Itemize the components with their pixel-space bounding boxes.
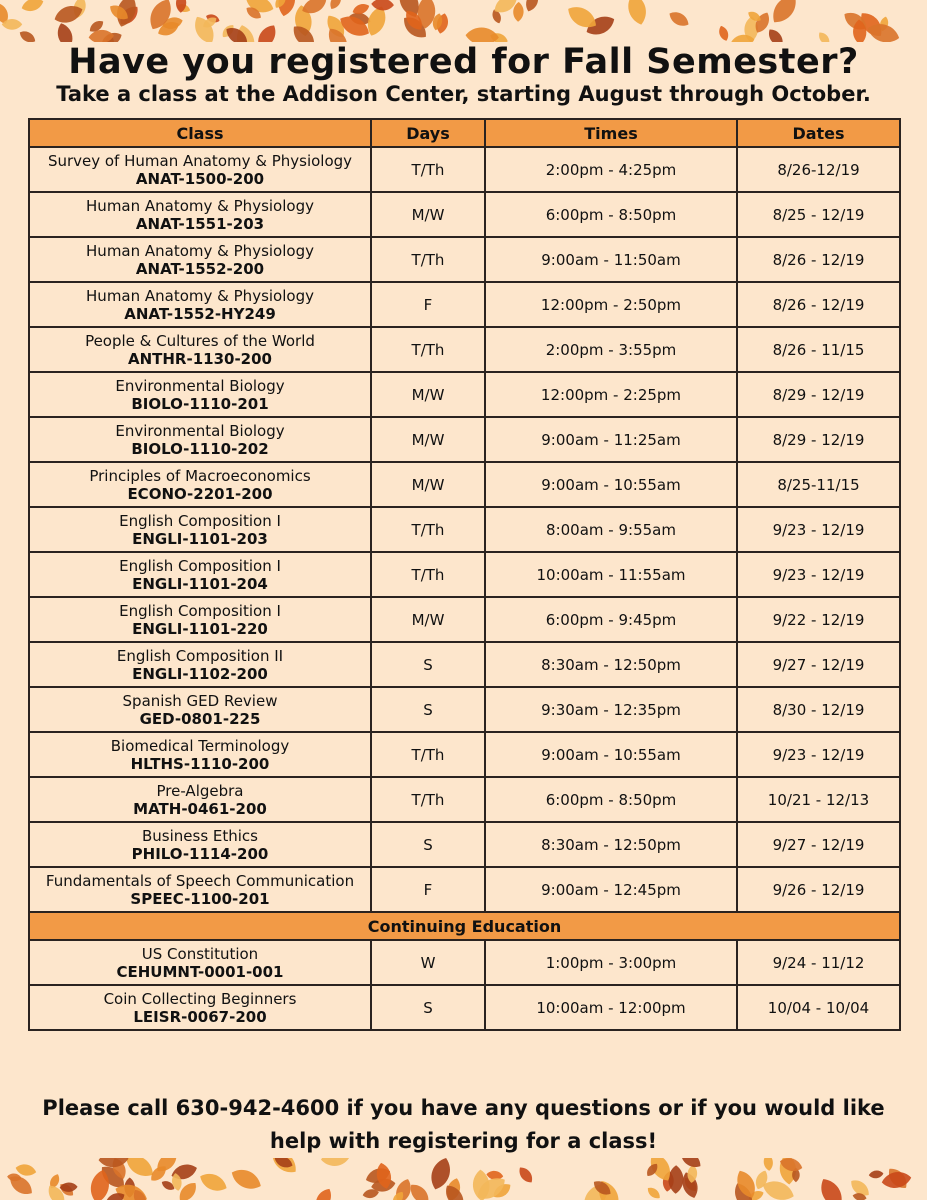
class-code: ANAT-1500-200 xyxy=(135,169,265,188)
class-name: Human Anatomy & Physiology xyxy=(86,241,314,260)
dates-cell: 8/29 - 12/19 xyxy=(737,417,900,462)
class-cell xyxy=(29,507,371,552)
table-row xyxy=(29,462,900,507)
days-cell: T/Th xyxy=(371,777,485,822)
days-cell: M/W xyxy=(371,597,485,642)
times-cell: 10:00am - 11:55am xyxy=(485,552,737,597)
class-cell xyxy=(29,822,371,867)
dates-cell: 9/27 - 12/19 xyxy=(737,642,900,687)
class-code: GED-0801-225 xyxy=(139,709,261,728)
days-cell: T/Th xyxy=(371,237,485,282)
class-name: US Constitution xyxy=(141,944,259,963)
header-days: Days xyxy=(371,119,485,147)
page-title: Have you registered for Fall Semester? xyxy=(68,42,859,82)
dates-cell: 9/26 - 12/19 xyxy=(737,867,900,912)
class-cell xyxy=(29,985,371,1030)
class-code: MATH-0461-200 xyxy=(133,799,267,818)
table-row xyxy=(29,867,900,912)
days-cell: T/Th xyxy=(371,147,485,192)
autumn-leaves-bottom-icon xyxy=(0,1158,927,1200)
class-cell xyxy=(29,732,371,777)
class-cell xyxy=(29,777,371,822)
class-cell xyxy=(29,462,371,507)
class-code: ECONO-2201-200 xyxy=(127,484,273,503)
times-cell: 9:30am - 12:35pm xyxy=(485,687,737,732)
class-code: ENGLI-1101-204 xyxy=(132,574,268,593)
class-code: ENGLI-1101-203 xyxy=(132,529,268,548)
table-row xyxy=(29,642,900,687)
class-cell xyxy=(29,687,371,732)
class-code: BIOLO-1110-202 xyxy=(131,439,269,458)
days-cell: M/W xyxy=(371,417,485,462)
class-name: Human Anatomy & Physiology xyxy=(86,196,314,215)
class-name: Principles of Macroeconomics xyxy=(89,466,311,485)
footer-line-1: Please call 630-942-4600 if you have any questions or if you would like xyxy=(42,1096,885,1120)
table-row xyxy=(29,507,900,552)
dates-cell: 9/22 - 12/19 xyxy=(737,597,900,642)
table-row xyxy=(29,822,900,867)
dates-cell: 10/21 - 12/13 xyxy=(737,777,900,822)
header-class: Class xyxy=(29,119,371,147)
continuing-education-row xyxy=(29,912,900,940)
class-name: Spanish GED Review xyxy=(122,691,278,710)
times-cell: 9:00am - 12:45pm xyxy=(485,867,737,912)
class-cell xyxy=(29,372,371,417)
dates-cell: 9/23 - 12/19 xyxy=(737,552,900,597)
section-label: Continuing Education xyxy=(29,912,900,940)
days-cell: S xyxy=(371,642,485,687)
class-name: Environmental Biology xyxy=(115,421,285,440)
times-cell: 6:00pm - 8:50pm xyxy=(485,777,737,822)
class-schedule-table xyxy=(28,118,901,1031)
days-cell: F xyxy=(371,867,485,912)
table-row xyxy=(29,417,900,462)
table-row xyxy=(29,192,900,237)
class-name: Environmental Biology xyxy=(115,376,285,395)
class-name: Survey of Human Anatomy & Physiology xyxy=(47,151,353,170)
table-header-row xyxy=(29,119,900,147)
table-row xyxy=(29,552,900,597)
class-name: Business Ethics xyxy=(141,826,258,845)
times-cell: 10:00am - 12:00pm xyxy=(485,985,737,1030)
class-name: English Composition I xyxy=(119,511,281,530)
times-cell: 9:00am - 11:25am xyxy=(485,417,737,462)
class-code: HLTHS-1110-200 xyxy=(130,754,270,773)
class-code: SPEEC-1100-201 xyxy=(130,889,270,908)
class-code: ENGLI-1101-220 xyxy=(132,619,268,638)
table-row xyxy=(29,237,900,282)
class-cell xyxy=(29,282,371,327)
footer-line-2: help with registering for a class! xyxy=(269,1129,658,1153)
dates-cell: 9/24 - 11/12 xyxy=(737,940,900,985)
times-cell: 9:00am - 11:50am xyxy=(485,237,737,282)
days-cell: M/W xyxy=(371,192,485,237)
class-cell xyxy=(29,417,371,462)
table-row xyxy=(29,327,900,372)
table-row xyxy=(29,732,900,777)
header-dates: Dates xyxy=(737,119,900,147)
autumn-leaves-top-icon xyxy=(0,0,927,42)
dates-cell: 8/25-11/15 xyxy=(737,462,900,507)
class-code: ANTHR-1130-200 xyxy=(127,349,272,368)
times-cell: 9:00am - 10:55am xyxy=(485,732,737,777)
days-cell: T/Th xyxy=(371,732,485,777)
dates-cell: 8/26-12/19 xyxy=(737,147,900,192)
times-cell: 2:00pm - 3:55pm xyxy=(485,327,737,372)
dates-cell: 8/26 - 12/19 xyxy=(737,237,900,282)
table-row xyxy=(29,282,900,327)
page-subtitle: Take a class at the Addison Center, starting August through October. xyxy=(56,82,871,106)
class-code: ANAT-1551-203 xyxy=(135,214,265,233)
class-cell xyxy=(29,867,371,912)
dates-cell: 10/04 - 10/04 xyxy=(737,985,900,1030)
header-times: Times xyxy=(485,119,737,147)
days-cell: S xyxy=(371,822,485,867)
days-cell: M/W xyxy=(371,372,485,417)
days-cell: S xyxy=(371,985,485,1030)
class-name: English Composition II xyxy=(116,646,284,665)
dates-cell: 9/23 - 12/19 xyxy=(737,732,900,777)
table-row xyxy=(29,687,900,732)
table-row xyxy=(29,940,900,985)
table-row xyxy=(29,372,900,417)
times-cell: 8:30am - 12:50pm xyxy=(485,822,737,867)
class-name: Biomedical Terminology xyxy=(110,736,290,755)
days-cell: F xyxy=(371,282,485,327)
class-code: BIOLO-1110-201 xyxy=(131,394,269,413)
class-name: Coin Collecting Beginners xyxy=(103,989,297,1008)
class-code: CEHUMNT-0001-001 xyxy=(116,962,284,981)
days-cell: M/W xyxy=(371,462,485,507)
times-cell: 9:00am - 10:55am xyxy=(485,462,737,507)
class-cell xyxy=(29,552,371,597)
dates-cell: 8/30 - 12/19 xyxy=(737,687,900,732)
times-cell: 8:30am - 12:50pm xyxy=(485,642,737,687)
dates-cell: 8/26 - 12/19 xyxy=(737,282,900,327)
class-cell xyxy=(29,237,371,282)
class-name: English Composition I xyxy=(119,556,281,575)
class-cell xyxy=(29,642,371,687)
class-cell xyxy=(29,327,371,372)
days-cell: T/Th xyxy=(371,552,485,597)
days-cell: T/Th xyxy=(371,327,485,372)
days-cell: S xyxy=(371,687,485,732)
class-name: English Composition I xyxy=(119,601,281,620)
times-cell: 6:00pm - 8:50pm xyxy=(485,192,737,237)
dates-cell: 8/29 - 12/19 xyxy=(737,372,900,417)
class-cell xyxy=(29,192,371,237)
class-code: ENGLI-1102-200 xyxy=(132,664,268,683)
times-cell: 8:00am - 9:55am xyxy=(485,507,737,552)
class-code: PHILO-1114-200 xyxy=(131,844,269,863)
dates-cell: 9/23 - 12/19 xyxy=(737,507,900,552)
dates-cell: 9/27 - 12/19 xyxy=(737,822,900,867)
times-cell: 1:00pm - 3:00pm xyxy=(485,940,737,985)
footer-note xyxy=(10,1092,917,1158)
dates-cell: 8/26 - 11/15 xyxy=(737,327,900,372)
times-cell: 2:00pm - 4:25pm xyxy=(485,147,737,192)
days-cell: T/Th xyxy=(371,507,485,552)
times-cell: 12:00pm - 2:25pm xyxy=(485,372,737,417)
class-name: Pre-Algebra xyxy=(156,781,244,800)
times-cell: 12:00pm - 2:50pm xyxy=(485,282,737,327)
table-row xyxy=(29,985,900,1030)
class-cell xyxy=(29,597,371,642)
class-name: Human Anatomy & Physiology xyxy=(86,286,314,305)
class-name: Fundamentals of Speech Communication xyxy=(45,871,355,890)
class-cell xyxy=(29,940,371,985)
table-row xyxy=(29,597,900,642)
days-cell: W xyxy=(371,940,485,985)
class-code: ANAT-1552-200 xyxy=(135,259,265,278)
table-row xyxy=(29,147,900,192)
times-cell: 6:00pm - 9:45pm xyxy=(485,597,737,642)
class-code: LEISR-0067-200 xyxy=(133,1007,267,1026)
table-row xyxy=(29,777,900,822)
class-code: ANAT-1552-HY249 xyxy=(124,304,276,323)
dates-cell: 8/25 - 12/19 xyxy=(737,192,900,237)
class-cell xyxy=(29,147,371,192)
class-name: People & Cultures of the World xyxy=(85,331,315,350)
